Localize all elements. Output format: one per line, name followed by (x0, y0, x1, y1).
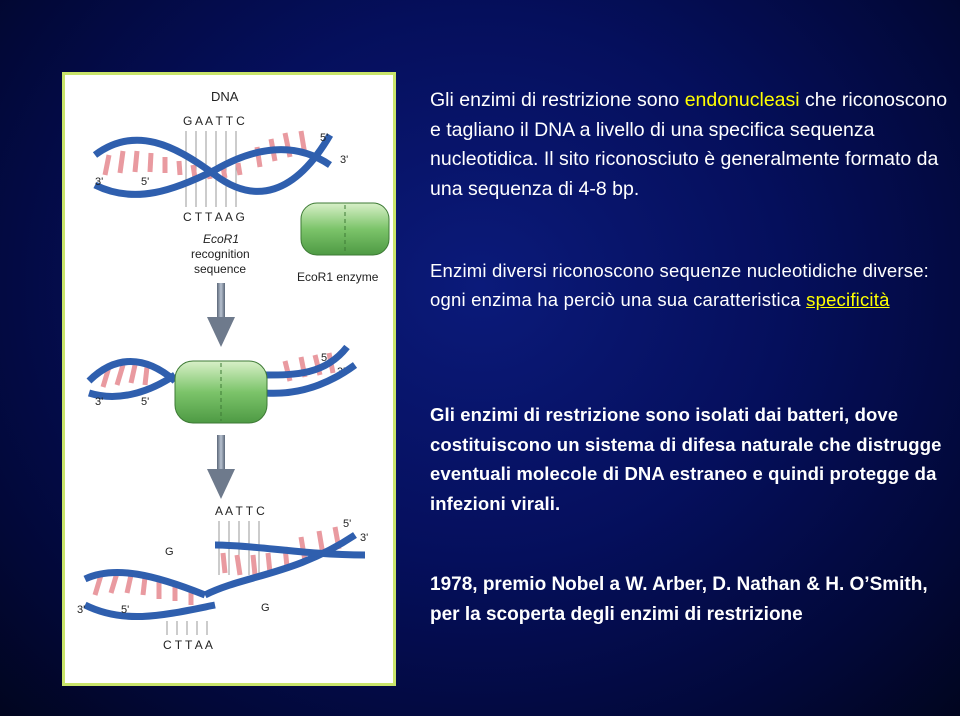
label-3prime-top-left: 3' (95, 176, 104, 188)
label-5prime-bottom-right: 5' (343, 518, 352, 530)
dna-diagram (65, 75, 393, 683)
bacteria-text: Gli enzimi di restrizione sono isolati dai batteri, dove costituiscono un sistema di difesa naturale che distrugge eventuali molecole di DNA estraneo e quindi protegge da infezioni virali. (430, 404, 942, 514)
label-5prime-mid: 5' (321, 352, 330, 364)
dna-fragment-left (85, 572, 215, 616)
g-letter-right: G (261, 602, 270, 614)
g-letter-left: G (165, 546, 174, 558)
sticky-end-top: A A T T C (215, 504, 265, 518)
label-3prime-mid-left: 3' (95, 396, 104, 408)
restriction-enzyme-figure (62, 72, 396, 686)
recognition-label-3: sequence (194, 262, 247, 276)
intro-paragraph (430, 86, 950, 204)
bacteria-paragraph (430, 400, 955, 518)
enzyme-shape-top (301, 203, 389, 255)
dna-helix-top (95, 131, 330, 194)
specificity-text: Enzimi diversi riconoscono sequenze nucleotidiche diverse: ogni enzima ha perciò una sua caratteristica (430, 260, 930, 310)
label-3prime-bottom-right: 3' (360, 532, 369, 544)
specificity-paragraph (430, 256, 950, 314)
arrow-down-1 (207, 283, 235, 347)
intro-text-b: che riconoscono e tagliano il DNA a livello di una specifica sequenza nucleotidica. (430, 89, 948, 170)
recognition-label-1: EcoR1 (203, 232, 240, 246)
label-3prime-bottom-left: 3' (77, 604, 86, 616)
nobel-paragraph (430, 570, 950, 629)
recognition-seq-top: G A A T T C (183, 114, 245, 128)
recognition-seq-bottom: C T T A A G (183, 210, 245, 224)
dna-label: DNA (211, 89, 239, 104)
label-3prime-top-right: 3' (340, 154, 349, 166)
label-5prime-bottom-left: 5' (121, 604, 130, 616)
endonucleasi-highlight: endonucleasi (684, 89, 800, 111)
enzyme-shape-bound (175, 361, 267, 423)
label-5prime-mid-left: 5' (141, 396, 150, 408)
intro-text-c: Il sito riconosciuto è generalmente formato da una sequenza di 4-8 bp. (430, 148, 939, 200)
label-5prime-top-right: 5' (320, 132, 329, 144)
sticky-end-bottom: C T T A A (163, 638, 213, 652)
arrow-down-2 (207, 435, 235, 499)
label-5prime-top-left: 5' (141, 176, 150, 188)
specificita-link[interactable]: specificità (806, 289, 890, 310)
enzyme-label: EcoR1 enzyme (297, 270, 379, 284)
recognition-label-2: recognition (191, 247, 250, 261)
nobel-text: 1978, premio Nobel a W. Arber, D. Nathan & H. O’Smith, per la scoperta degli enzimi di restrizione (430, 574, 928, 625)
label-3prime-mid: 3' (337, 366, 346, 378)
intro-text-a: Gli enzimi di restrizione sono (430, 89, 685, 111)
